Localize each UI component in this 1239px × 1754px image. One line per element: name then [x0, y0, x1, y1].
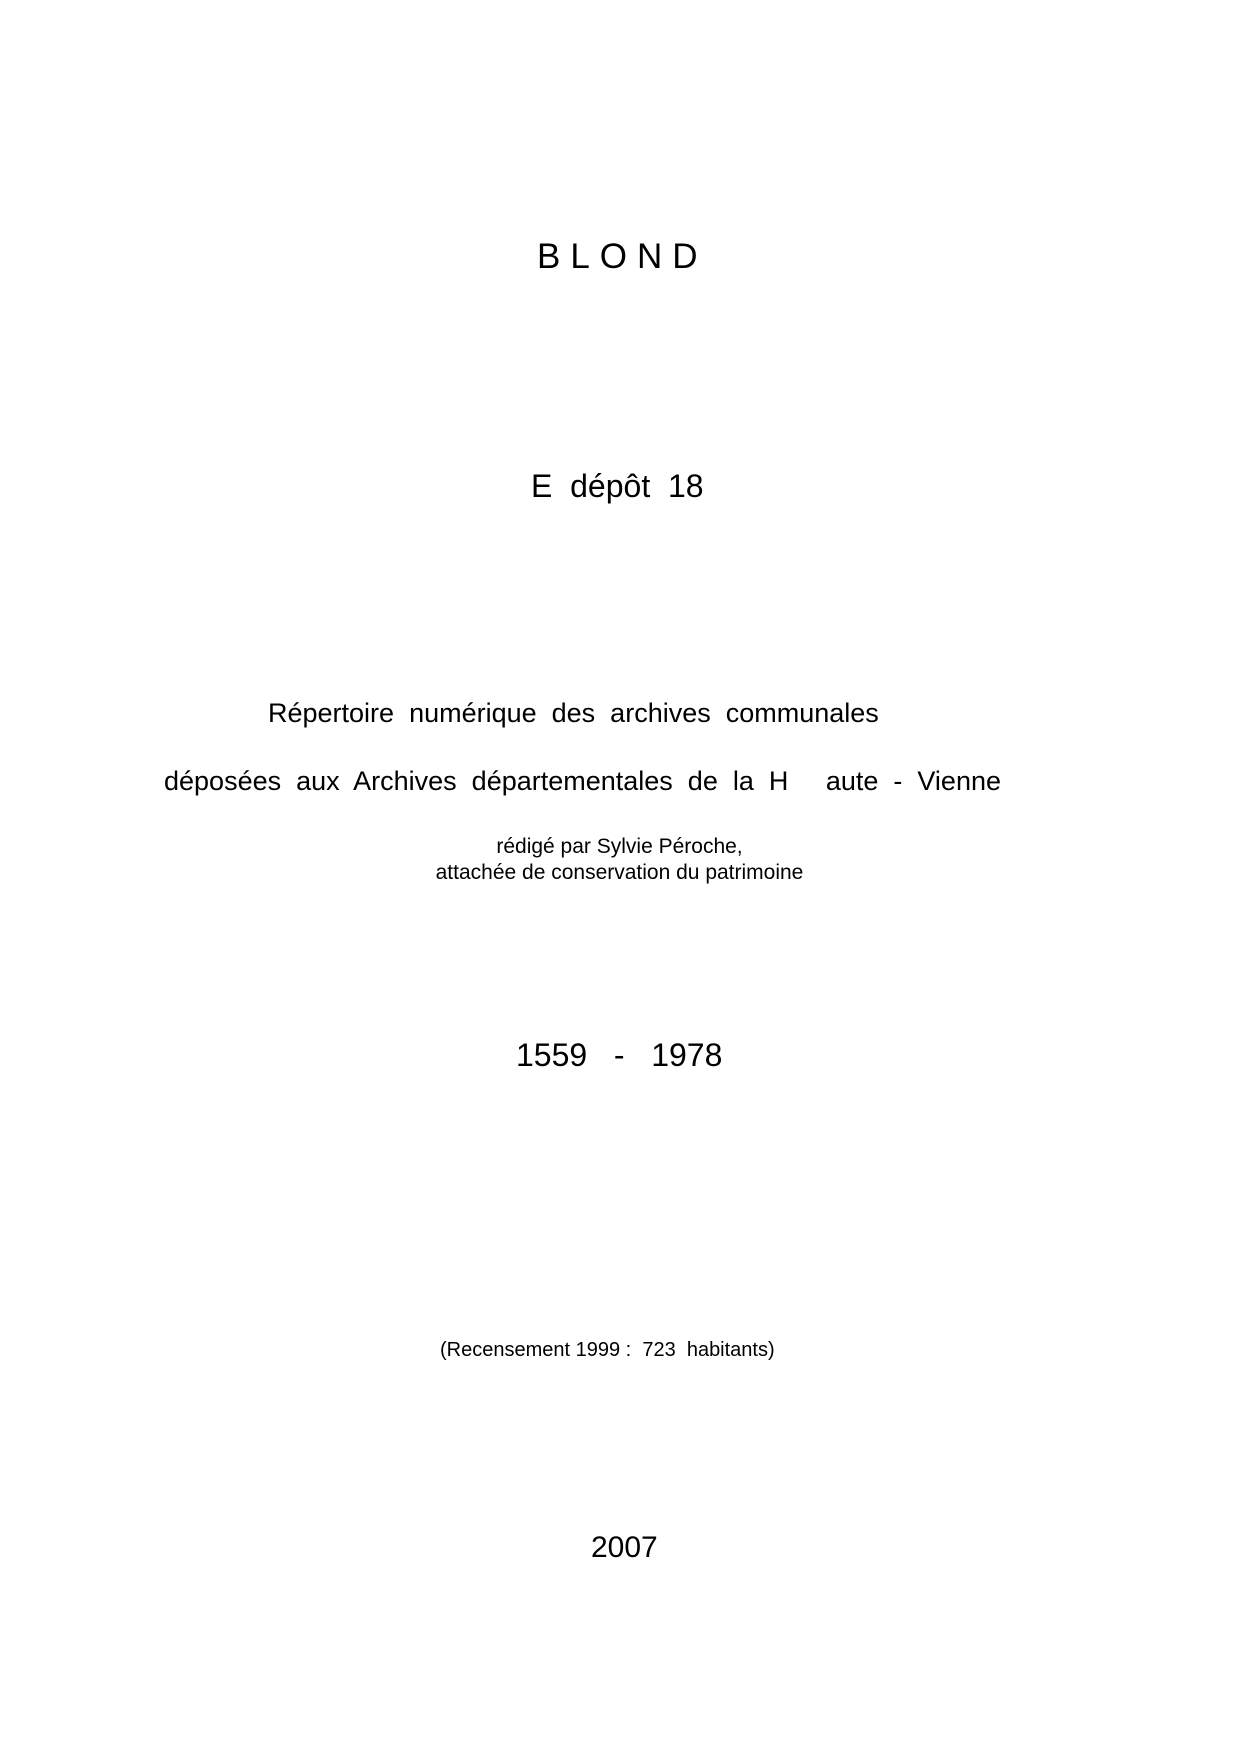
commune-title: BLOND [537, 237, 708, 276]
publication-year: 2007 [591, 1531, 658, 1564]
date-range: 1559 - 1978 [516, 1037, 723, 1073]
census-note: (Recensement 1999 : 723 habitants) [440, 1339, 775, 1361]
author-name: rédigé par Sylvie Péroche, [496, 835, 743, 858]
repertoire-title-line-2: déposées aux Archives départementales de la H aute - Vienne [164, 766, 1001, 796]
archive-reference: E dépôt 18 [531, 468, 704, 504]
author-block [0, 834, 1239, 886]
author-role: attachée de conservation du patrimoine [435, 861, 804, 884]
repertoire-title-line-1: Répertoire numérique des archives communales [268, 698, 879, 728]
